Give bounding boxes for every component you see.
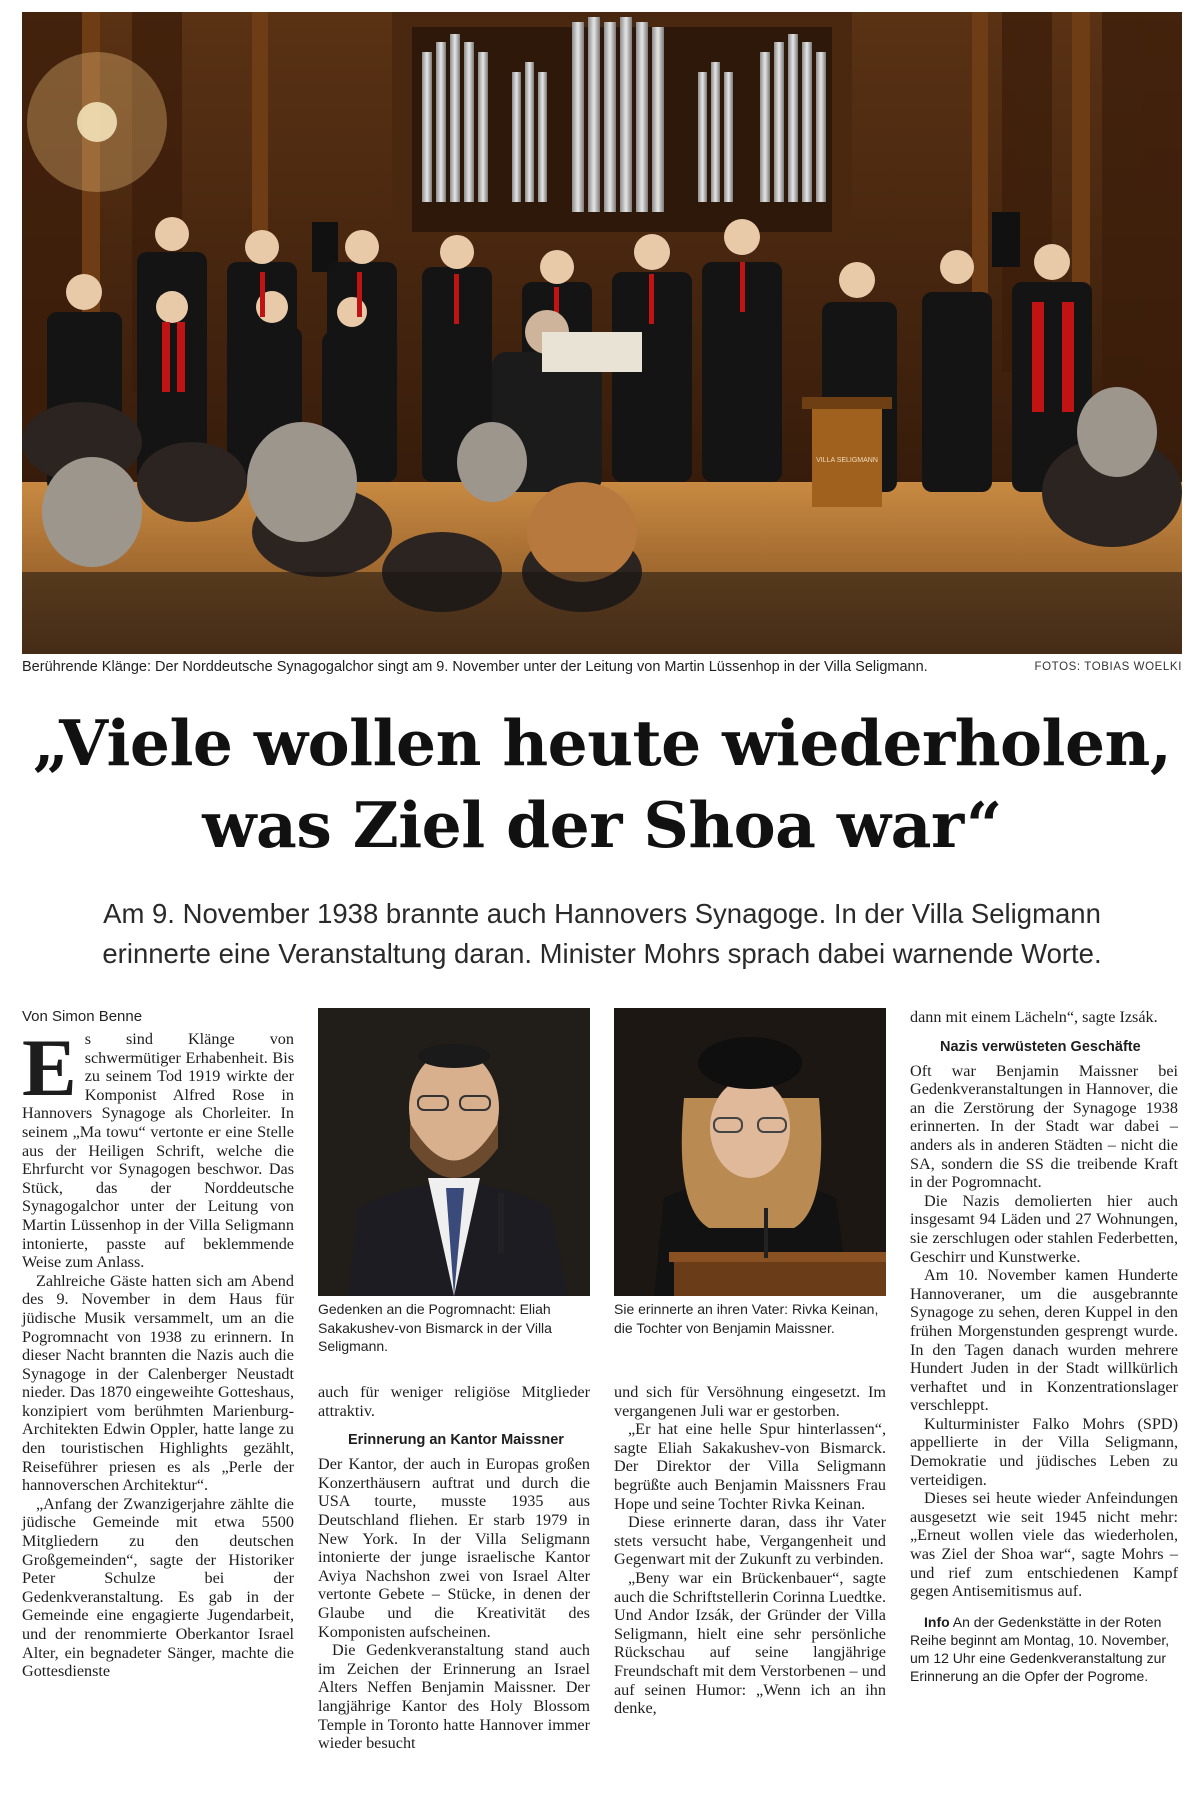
paragraph: Oft war Benjamin Maissner bei Gedenkveranstaltungen in Hannover, die an die Zerstörung der Synagoge 1938 erinnerten. In der Stadt war dabei – anders als in anderen Städten – nicht die SA, sondern die SS die treibende Kraft in der Pogromnacht. bbox=[910, 1061, 1178, 1192]
paragraph: Kulturminister Falko Mohrs (SPD) appellierte in der Villa Seligmann, Demokratie und jüdisches Leben zu verteidigen. bbox=[910, 1414, 1178, 1489]
paragraph: Diese erinnerte daran, dass ihr Vater stets versucht habe, Vergangenheit und Gegenwart mit der Zukunft zu verbinden. bbox=[614, 1513, 886, 1569]
headline bbox=[22, 702, 1182, 866]
hero-caption-text: Berührende Klänge: Der Norddeutsche Synagogalchor singt am 9. November unter der Leitung von Martin Lüssenhop in der Villa Seligmann. bbox=[22, 659, 928, 675]
photo-rivka-keinan bbox=[614, 1008, 886, 1296]
paragraph: Die Nazis demolierten hier auch insgesamt 94 Läden und 27 Wohnungen, sie zerschlugen oder stahlen Federbetten, Geschirr und Kunstwerke. bbox=[910, 1191, 1178, 1266]
caption-rivka: Sie erinnerte an ihren Vater: Rivka Keinan, die Tochter von Benjamin Maissner. bbox=[614, 1301, 879, 1336]
subhead-nazis-geschaefte: Nazis verwüsteten Geschäfte bbox=[940, 1038, 1141, 1055]
paragraph-continued: dann mit einem Lächeln“, sagte Izsák. bbox=[910, 1008, 1158, 1026]
article-column-4 bbox=[910, 1008, 1178, 1685]
subheadline bbox=[22, 894, 1182, 974]
headline-line-1: „Viele wollen heute wiederholen, bbox=[32, 706, 1172, 780]
info-text: An der Gedenkstätte in der Roten Reihe beginnt am Montag, 10. November, um 12 Uhr eine Gedenkveranstaltung zur Erinnerung an die Opfer der Pogrome. bbox=[910, 1613, 1170, 1684]
lead-paragraph bbox=[22, 1022, 294, 1272]
paragraph: Der Kantor, der auch in Europas großen Konzerthäusern auftrat und durch die USA tourte, musste 1935 aus Deutschland fliehen. Er starb 1979 in New York. In der Villa Seligmann intonierte der junge israelische Kantor Aviya Nachshon zwei von Israel Alter vertonte Gebete – Stücke, in denen der Glaube und die Kreativität des Komponisten aufscheinen. bbox=[318, 1455, 590, 1641]
subheadline-line-2: erinnerte eine Veranstaltung daran. Minister Mohrs sprach dabei warnende Worte. bbox=[102, 938, 1102, 969]
hero-photo-choir bbox=[22, 12, 1182, 654]
photo-credit: FOTOS: TOBIAS WOELKI bbox=[1034, 661, 1182, 673]
subhead-kantor-maissner: Erinnerung an Kantor Maissner bbox=[348, 1432, 564, 1449]
headline-line-2: was Ziel der Shoa war“ bbox=[202, 788, 1002, 862]
paragraph: Dieses sei heute wieder Anfeindungen ausgesetzt wie seit 1945 nicht mehr: „Erneut wollen viele das wiederholen, was Ziel der Shoa war“, sagte Mohrs – und rief zum entschiedenen Kampf gegen Antisemitismus auf. bbox=[910, 1489, 1178, 1601]
lectern-sign-text: VILLA SELIGMANN bbox=[816, 457, 878, 464]
dropcap: E bbox=[22, 1022, 77, 1113]
photo-eliah-sakakushev bbox=[318, 1008, 590, 1296]
caption-eliah: Gedenken an die Pogromnacht: Eliah Sakakushev-von Bismarck in der Villa Seligmann. bbox=[318, 1301, 552, 1354]
article-column-3 bbox=[614, 1383, 886, 1718]
paragraph: „Beny war ein Brückenbauer“, sagte auch die Schriftstellerin Corinna Luedtke. Und Andor Izsák, der Gründer der Villa Seligmann, hielt eine sehr persönliche Rückschau auf seine langjährige Freundschaft mit dem Verstorbenen – und auf seinen Humor: „Wenn ich an ihn denke, bbox=[614, 1568, 886, 1718]
subheadline-line-1: Am 9. November 1938 brannte auch Hannovers Synagoge. In der Villa Seligmann bbox=[103, 898, 1101, 929]
paragraph-continued: auch für weniger religiöse Mitglieder attraktiv. bbox=[318, 1383, 590, 1420]
article-column-1 bbox=[22, 1022, 294, 1681]
info-box bbox=[910, 1613, 1178, 1685]
paragraph: Die Gedenkveranstaltung stand auch im Zeichen der Erinnerung an Israel Alters Neffen Benjamin Maissner. Der langjährige Kantor des Holy Blossom Temple in Toronto hatte Hannover immer wieder besucht bbox=[318, 1641, 590, 1753]
paragraph: „Anfang der Zwanzigerjahre zählte die jüdische Gemeinde mit etwa 5500 Mitgliedern zu den deutschen Großgemeinden“, sagte der Historiker Peter Schulze bei der Gedenkveranstaltung. Es gab in der Gemeinde eine engagierte Jugendarbeit, und der renommierte Oberkantor Israel Alter, ein begnadeter Sänger, machte die Gottesdienste bbox=[22, 1494, 294, 1681]
hero-caption bbox=[22, 657, 1182, 679]
paragraph: Am 10. November kamen Hunderte Hannoveraner, um die ausgebrannte Synagoge zu sehen, deren Kuppel in den frühen Morgenstunden gesprengt wurde. In den Tagen danach wurden mehrere Hundert Juden in der Stadt willkürlich verhaftet und in Konzentrationslager verschleppt. bbox=[910, 1266, 1178, 1415]
byline: Von Simon Benne bbox=[22, 1008, 143, 1025]
article-column-2 bbox=[318, 1383, 590, 1753]
lead-text: s sind Klänge von schwermütiger Erhabenheit. Bis zu seinem Tod 1919 wirkte der Komponist Alfred Rose in Hannovers Synagoge als Chorleiter. In seinem „Ma towu“ vertonte er eine Stelle aus der Heiligen Schrift, welche die Ehrfurcht vor Synagogen beschwor. Das Stück, das der Norddeutsche Synagogalchor unter der Leitung von Martin Lüssenhop in der Villa Seligmann intonierte, passte auf beklemmende Weise zum Anlass. bbox=[22, 1030, 294, 1272]
paragraph-continued: und sich für Versöhnung eingesetzt. Im vergangenen Juli war er gestorben. bbox=[614, 1383, 886, 1420]
info-label: Info bbox=[924, 1613, 950, 1630]
paragraph: „Er hat eine helle Spur hinterlassen“, sagte Eliah Sakakushev-von Bismarck. Der Direktor der Villa Seligmann begrüßte auch Benjamin Maissners Frau Hope und seine Tochter Rivka Keinan. bbox=[614, 1420, 886, 1513]
paragraph: Zahlreiche Gäste hatten sich am Abend des 9. November in dem Haus für jüdische Musik versammelt, um an die Pogromnacht von 1938 zu erinnern. In dieser Nacht brannten die Nazis auch die Synagoge in der Calenberger Neustadt nieder. Das 1870 eingeweihte Gotteshaus, konzipiert vom berühmten Marienburg-Architekten Edwin Oppler, hatte lange zu den touristischen Highlights gezählt, Reiseführer priesen es als „Perle der hannoverschen Architektur“. bbox=[22, 1271, 294, 1495]
